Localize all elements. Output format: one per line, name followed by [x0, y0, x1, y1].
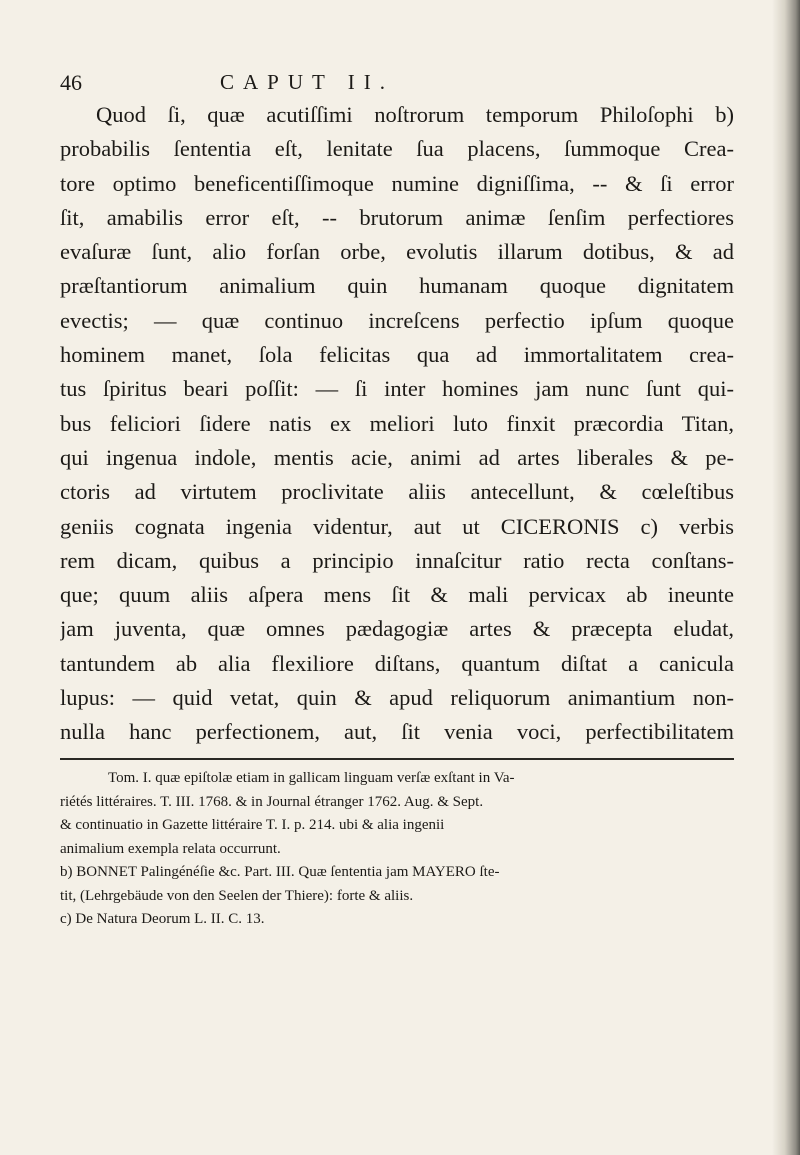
text-line: tus ſpiritus beari poſſit: — ſi inter homines jam nunc ſunt qui-: [60, 376, 734, 402]
text-line: probabilis ſententia eſt, lenitate ſua placens, ſummoque Crea-: [60, 136, 734, 162]
text-line: lupus: — quid vetat, quin & apud reliquorum animantium non-: [60, 685, 734, 711]
footnote-line: c) De Natura Deorum L. II. C. 13.: [60, 911, 265, 927]
text-line: præſtantiorum animalium quin humanam quoque dignitatem: [60, 273, 734, 299]
text-line: qui ingenua indole, mentis acie, animi ad artes liberales & pe-: [60, 444, 734, 470]
text-line: rem dicam, quibus a principio innaſcitur ratio recta conſtans-: [60, 547, 734, 573]
text-line: hominem manet, ſola felicitas qua ad immortalitatem crea-: [60, 342, 734, 368]
footnote-line: & continuatio in Gazette littéraire T. I. p. 214. ubi & alia ingenii: [60, 817, 445, 833]
footnote-line: tit, (Lehrgebäude von den Seelen der Thiere): forte & aliis.: [60, 887, 414, 904]
footnote-rule: [60, 758, 734, 760]
text-line: ctoris ad virtutem proclivitate aliis antecellunt, & cœleſtibus: [60, 479, 734, 505]
text-line: evaſuræ ſunt, alio forſan orbe, evolutis illarum dotibus, & ad: [60, 239, 734, 265]
text-line: geniis cognata ingenia videntur, aut ut CICERONIS c) verbis: [60, 513, 734, 539]
page-edge-shadow: [772, 0, 800, 1155]
page-number: 46: [60, 70, 82, 95]
text-line: evectis; — quæ continuo increſcens perfectio ipſum quoque: [60, 307, 734, 333]
footnote-line: animalium exempla relata occurrunt.: [60, 840, 281, 857]
text-line: nulla hanc perfectionem, aut, ſit venia voci, perfectibilitatem: [60, 719, 734, 745]
text-line: ſit, amabilis error eſt, -- brutorum animæ ſenſim perfectiores: [60, 204, 734, 230]
text-line: jam juventa, quæ omnes pædagogiæ artes & præcepta eludat,: [60, 616, 734, 642]
text-line: tore optimo beneficentiſſimoque numine digniſſima, -- & ſi error: [60, 170, 734, 196]
footnote-line: Tom. I. quæ epiſtolæ etiam in gallicam linguam verſæ exſtant in Va-: [108, 770, 515, 786]
footnotes: [60, 767, 734, 932]
footnote-line: riétés littéraires. T. III. 1768. & in Journal étranger 1762. Aug. & Sept.: [60, 793, 484, 810]
text-line: tantundem ab alia flexiliore diſtans, quantum diſtat a canicula: [60, 650, 734, 676]
text-line: bus feliciori ſidere natis ex meliori luto finxit præcordia Titan,: [60, 410, 734, 436]
text-line: Quod ſi, quæ acutiſſimi noſtrorum temporum Philoſophi b): [96, 102, 734, 127]
main-text: [60, 98, 734, 750]
footnote-line: b) BONNET Palingénéſie &c. Part. III. Quæ ſententia jam MAYERO ſte-: [60, 864, 500, 880]
running-head: CAPUT II.: [220, 70, 394, 94]
text-line: que; quum aliis aſpera mens ſit & mali pervicax ab ineunte: [60, 582, 734, 608]
